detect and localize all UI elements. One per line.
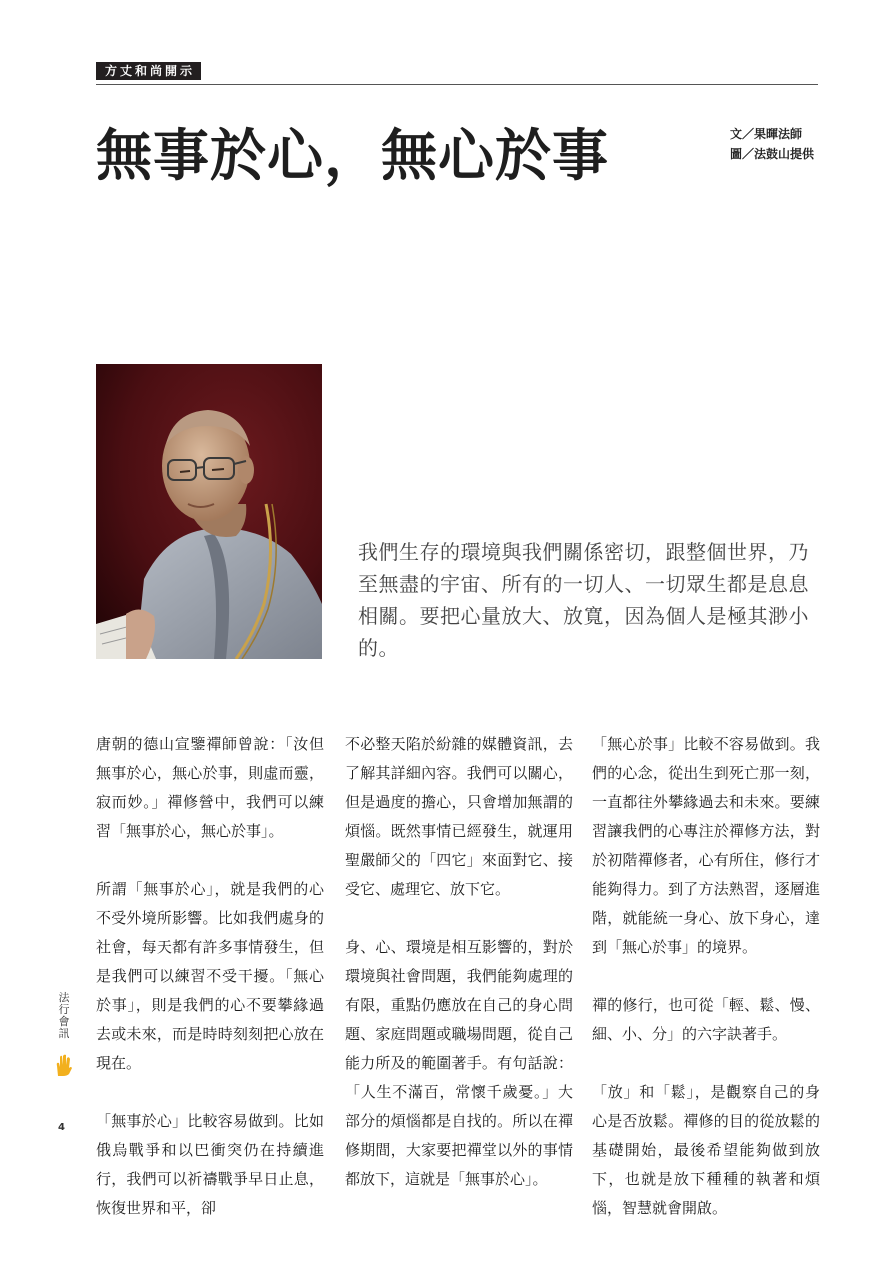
credit-image: 圖／法鼓山提供 — [730, 147, 815, 161]
paragraph: 不必整天陷於紛雜的媒體資訊，去了解其詳細內容。我們可以關心，但是過度的擔心，只會增加無謂的煩惱。既然事情已經發生，就運用聖嚴師父的「四它」來面對它、接受它、處理它、放下它。 — [345, 735, 573, 898]
paragraph: 身、心、環境是相互影響的，對於環境與社會問題，我們能夠處理的有限，重點仍應放在自己的身心問題、家庭問題或職場問題，從自己能力所及的範圍著手。有句話說：「人生不滿百，常懷千歲憂。」大部分的煩惱都是自找的。所以在禪修期間，大家要把禪堂以外的事情都放下，這就是「無事於心」。 — [345, 938, 573, 1188]
hand-icon — [55, 1054, 73, 1076]
portrait-illustration — [96, 364, 322, 659]
article-credits — [730, 124, 814, 164]
paragraph: 「無事於心」比較容易做到。比如俄烏戰爭和以巴衝突仍在持續進行，我們可以祈禱戰爭早日止息，恢復世界和平，卻 — [96, 1112, 324, 1217]
header-rule — [96, 84, 818, 85]
paragraph: 「無心於事」比較不容易做到。我們的心念，從出生到死亡那一刻，一直都往外攀緣過去和未來。要練習讓我們的心專注於禪修方法，對於初階禪修者，心有所住，修行才能夠得力。到了方法熟習，逐層進階，就能統一身心、放下身心，達到「無心於事」的境界。 — [592, 735, 820, 956]
section-label: 方丈和尚開示 — [96, 62, 201, 80]
publication-name: 法行會訊 — [58, 991, 70, 1040]
page-number: 4 — [58, 1122, 65, 1133]
credit-author: 文／果暉法師 — [730, 127, 803, 141]
publication-mark — [54, 992, 74, 1076]
body-column-3 — [592, 730, 820, 1252]
article-title: 無事於心，無心於事 — [96, 123, 609, 189]
body-column-2 — [345, 730, 573, 1223]
lead-paragraph: 我們生存的環境與我們關係密切，跟整個世界，乃至無盡的宇宙、所有的一切人、一切眾生都是息息相關。要把心量放大、放寬，因為個人是極其渺小的。 — [358, 540, 809, 660]
paragraph: 「放」和「鬆」，是觀察自己的身心是否放鬆。禪修的目的從放鬆的基礎開始，最後希望能夠做到放下，也就是放下種種的執著和煩惱，智慧就會開啟。 — [592, 1083, 820, 1217]
paragraph: 禪的修行，也可從「輕、鬆、慢、細、小、分」的六字訣著手。 — [592, 996, 820, 1043]
paragraph: 所謂「無事於心」，就是我們的心不受外境所影響。比如我們處身的社會，每天都有許多事情發生，但是我們可以練習不受干擾。「無心於事」，則是我們的心不要攀緣過去或未來，而是時時刻刻把心放在現在。 — [96, 880, 324, 1072]
portrait-photo — [96, 364, 322, 659]
paragraph: 唐朝的德山宣鑒禪師曾說：「汝但無事於心，無心於事，則虛而靈，寂而妙。」禪修營中，我們可以練習「無事於心，無心於事」。 — [96, 735, 324, 840]
body-column-1 — [96, 730, 324, 1252]
